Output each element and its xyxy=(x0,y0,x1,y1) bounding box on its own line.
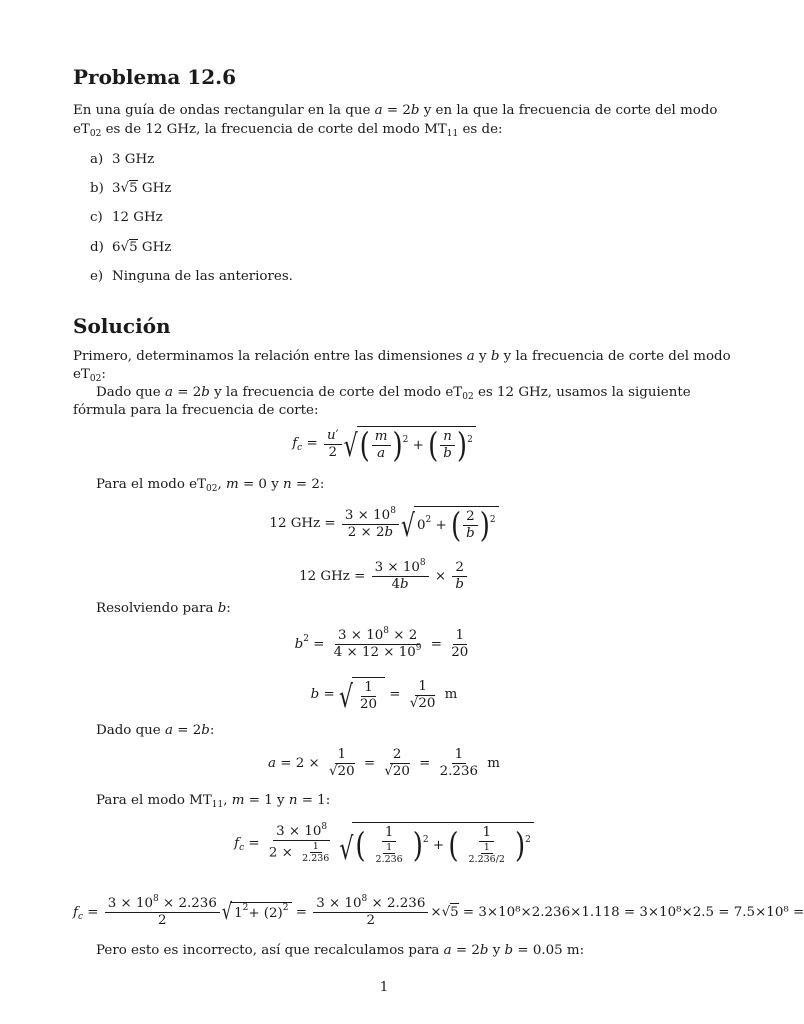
problem-statement-line1: En una guía de ondas rectangular en la que a = 2b y en la que la frecuencia de corte del modo xyxy=(73,103,718,118)
solution-paragraph-1-cont: $eT_{02}$: xyxy=(73,367,106,384)
mode-et02-text: Para el modo $eT_{02}$, m = 0 y n = 2: xyxy=(96,477,325,494)
solve-for-b-text: Resolviendo para b: xyxy=(96,601,231,616)
equation-long-computation: $f_c$ = $\frac{3 \times 10^8 \times 2.236}{2}$ √ 1 $^2$ + (2) $^2$ = $\frac{3 \times 10^8 \times 2.236}{2}$ ×√ 5 = 3×10⁸×2.236×1.118 = 3×10⁸×2.5 = 7.5×10⁸ = xyxy=(73,894,804,929)
equation-et02-substitution: 12 GHz = $\frac{3 \times 10^8}{2 \times 2b}$ √ 0 $^2$ + ( $\frac{2}{b}$ ) $^2$ xyxy=(0,506,768,543)
solution-paragraph-1: Primero, determinamos la relación entre las dimensiones a y b y la frecuencia de corte del modo xyxy=(73,349,731,364)
equation-a-value: a = 2 × $\frac{1}{√20}$ = $\frac{2}{√20}$ = $\frac{1}{2.236}$ m xyxy=(268,747,500,780)
equation-mt11-substitution: $f_c$ = $3 \times 10^8$ 2 × $\frac{1}{2.236}$ √ ( $\frac{1}{\frac{1}{2.236}}$ ) $^2$ + ( $\frac{1}{\frac{1}{2.236/2}}$ ) $^2$ xyxy=(0,822,768,866)
problem-title: Problema 12.6 xyxy=(73,65,237,89)
given-a-text: Dado que a = 2b: xyxy=(96,723,215,738)
option-b[interactable]: b) 3√5 GHz xyxy=(90,181,172,196)
solution-title: Solución xyxy=(73,314,171,338)
page-number: 1 xyxy=(379,980,389,995)
equation-et02-simplified: 12 GHz = $\frac{3 \times 10^8}{4b}$ × $\frac{2}{b}$ xyxy=(0,560,768,594)
option-e[interactable]: e) Ninguna de las anteriores. xyxy=(90,269,293,284)
equation-b-value: b = √ $\frac{1}{20}$ = $\frac{1}{√20}$ m xyxy=(310,678,458,716)
option-c[interactable]: c) 12 GHz xyxy=(90,210,163,225)
solution-paragraph-2-cont: fórmula para la frecuencia de corte: xyxy=(73,403,319,418)
recalculate-text: Pero esto es incorrecto, así que recalculamos para a = 2b y b = 0.05 m: xyxy=(96,943,585,958)
option-a[interactable]: a) 3 GHz xyxy=(90,152,155,167)
equation-cutoff-formula: $f_c$ = $\frac{u'}{2}$ √ ( $\frac{m}{a}$ ) $^2$ + ( $\frac{n}{b}$ ) $^2$ xyxy=(0,426,768,463)
option-d[interactable]: d) 6√5 GHz xyxy=(90,240,172,255)
mode-mt11-text: Para el modo $MT_{11}$, m = 1 y n = 1: xyxy=(96,793,331,810)
problem-statement-line2: $eT_{02}$ es de 12 GHz, la frecuencia de corte del modo $MT_{11}$ es de: xyxy=(73,122,503,139)
equation-b-squared: b $^2$ = $\frac{3 \times 10^8 \times 2}{4 \times 12 \times 10^9}$ = $\frac{1}{20}$ xyxy=(294,626,469,661)
solution-paragraph-2: Dado que a = 2b y la frecuencia de corte del modo $eT_{02}$ es 12 GHz, usamos la siguiente xyxy=(96,385,691,402)
